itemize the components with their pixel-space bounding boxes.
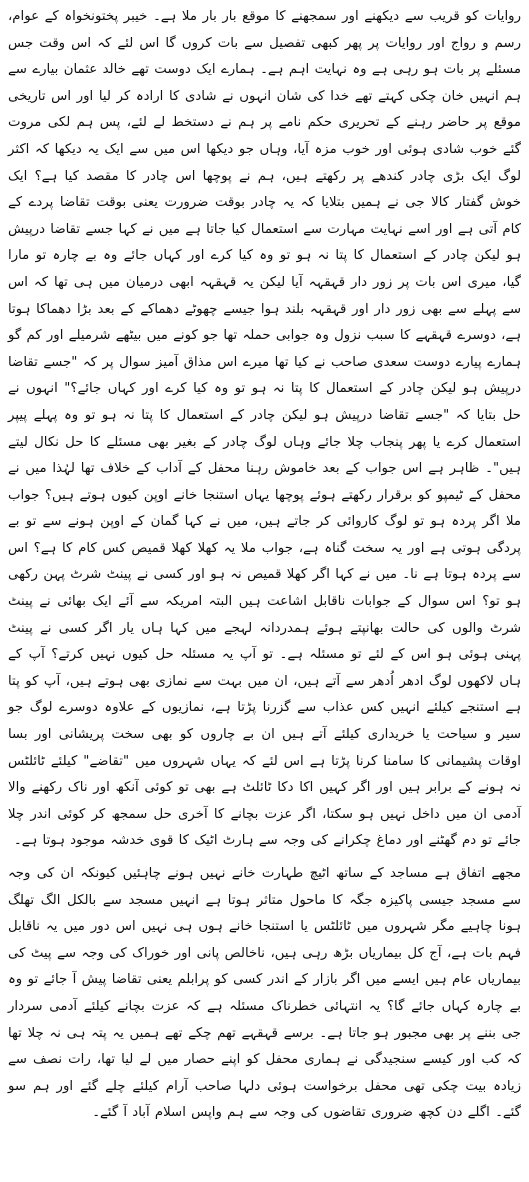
article-paragraph-2: مجھے اتفاق ہے مساجد کے ساتھ اٹیچ طہارت خانے نہیں ہونے چاہئیں کیونکہ ان کی وجہ سے مسجد جیسی پاکیزہ جگہ کا ماحول متاثر ہوتا ہے انہیں مسجد سے بالکل الگ تھلگ ہونا چاہیے مگر شہروں میں ٹائلٹس یا استنجا خانے ہوں ہی نہیں اس دور میں یہ ناقابل فہم بات ہے، آج کل بیماریاں بڑھ رہی ہیں، ناخالص پانی اور خوراک کی وجہ سے پیٹ کی بیماریاں عام ہیں ایسے میں اگر بازار کے اندر کسی کو پرابلم یعنی تقاضا پیش آ جائے تو وہ بے چارہ کہاں جائے گا؟ یہ انتہائی خطرناک مسئلہ ہے کہ عزت بچانے کیلئے آدمی سردار جی بننے پر بھی مجبور ہو جاتا ہے۔ برسے قہقہے تھم چکے تھے ہمیں یہ پتہ ہی نہ چلا تھا کہ کب اور کیسے سنجیدگی نے ہماری محفل کو اپنے حصار میں لے لیا تھا، رات نصف سے زیادہ بیت چکی تھی محفل برخواست ہوئی دلہا صاحب آرام کیلئے چلے گئے اور ہم سو گئے۔ اگلے دن کچھ ضروری تقاضوں کی وجہ سے ہم واپس اسلام آباد آ گئے۔	[8, 866, 521, 1121]
article-paragraph-1: روایات کو قریب سے دیکھنے اور سمجھنے کا موقع بار بار ملا ہے۔ خیبر پختونخواہ کے عوام، رسم و رواج اور روایات پر پھر کبھی تفصیل سے بات کروں گا اس لئے کہ اس وقت جس مسئلے پر بات ہو رہی ہے وہ نہایت اہم ہے۔ ہمارے ایک دوست تھے خالد عثمان بیارے سے ہم انہیں خان چکی کہتے تھے خدا کی شان انہوں نے شادی کا ارادہ کر لیا اور اس تاریخی موقع پر حاضر رہنے کے تحریری حکم نامے پر ہم نے دستخط لے لئے، پس ہم لکی مروت گئے خوب شادی ہوئی اور خوب مزہ آیا، وہاں جو دیکھا اس میں سے ایک یہ دیکھا کہ اکثر لوگ ایک بڑی چادر کندھے پر رکھتے ہیں، ہم نے پوچھا اس چادر کا مقصد کیا ہے؟ ایک خوش گفتار کالا جی نے ہمیں بتلایا کہ یہ چادر بوقت ضرورت یعنی بوقت تقاضا پردے کے کام آتی ہے اور اسے نہایت مہارت سے استعمال کیا جاتا ہے میں نے کہا جسے تقاضا درپیش ہو لیکن چادر کے استعمال کا پتا نہ ہو تو وہ کیا کرے اور کہاں جائے وہ بے چارہ تو مارا گیا، میری اس بات پر زور دار قہقہہ آیا لیکن یہ قہقہہ ابھی درمیان میں ہی تھا کہ اس سے پہلے سے بھی زور دار اور قہقہہ بلند ہوا جیسے چھوٹے دھماکے کے بعد بڑا دھماکا ہوتا ہے، دوسرے قہقہے کا سبب نزول وہ جوابی حملہ تھا جو کونے میں بیٹھے شرمیلے اور کم گو ہمارے پیارے دوست سعدی صاحب نے کیا تھا میرے اس مذاق آمیز سوال پر کہ "جسے تقاضا درپیش ہو لیکن چادر کے استعمال کا پتا نہ ہو تو وہ کیا کرے اور کہاں جائے؟" انہوں نے حل بتایا کہ "جسے تقاضا درپیش ہو لیکن چادر کے استعمال کا پتا نہ ہو تو وہ پہلے پیپر استعمال کرے یا پھر پنجاب چلا جائے وہاں لوگ چادر کے بغیر بھی مسئلے کا حل نکال لیتے ہیں"۔ ظاہر ہے اس جواب کے بعد خاموش رہنا محفل کے آداب کے خلاف تھا لہٰذا میں نے محفل کے ٹیمپو کو برقرار رکھتے ہوئے پوچھا یہاں استنجا خانے اوپن کیوں ہوتے ہیں؟ جواب ملا اگر پردہ ہو تو لوگ کاروائی کر جاتے ہیں، میں نے کہا گمان کے اوپن ہونے سے تو بے پردگی ہوتی ہے اور یہ سخت گناہ ہے، جواب ملا یہ کھلا کھلا قمیص کس کام کا ہے؟ اس سے پردہ ہوتا ہے نا۔ میں نے کہا اگر کھلا قمیص نہ ہو اور کسی نے پینٹ شرٹ پہن رکھی ہو تو؟ اس سوال کے جوابات ناقابل اشاعت ہیں البتہ امریکہ سے آئے ایک بھائی نے پینٹ شرٹ والوں کی حالت بھانپتے ہوئے ہمدردانہ لہجے میں کہا ہاں یار اگر کسی نے پینٹ پہنی ہوئی ہو اس کے لئے تو مسئلہ ہے۔ تو آپ یہ مسئلہ حل کیوں نہیں کرتے؟ آپ کے ہاں لاکھوں لوگ ادھر اُدھر سے آتے ہیں، ان میں بہت سے نمازی بھی ہوتے ہیں، آپ کو پتا ہے استنجے کیلئے انہیں کس عذاب سے گزرنا پڑتا ہے، نمازیوں کے علاوہ دوسرے لوگ جو سیر و سیاحت یا خریداری کیلئے آتے ہیں ان بے چاروں کو بھی سخت پریشانی اور بسا اوقات پشیمانی کا سامنا کرنا پڑتا ہے اس لئے کہ یہاں شہروں میں "تقاضے" کیلئے ٹائلٹس نہ ہونے کے برابر ہیں اور اگر کہیں اکا دکا ٹائلٹ ہے بھی تو کوئی آنکھ اور ناک رکھنے والا آدمی ان میں داخل نہیں ہو سکتا، اگر عزت بچانے کا آخری حل سمجھ کر کوئی اندر چلا جائے تو دم گھٹنے اور دماغ چکرانے کی وجہ سے ہارٹ اٹیک کا قوی خدشہ موجود ہوتا ہے۔	[8, 9, 521, 849]
